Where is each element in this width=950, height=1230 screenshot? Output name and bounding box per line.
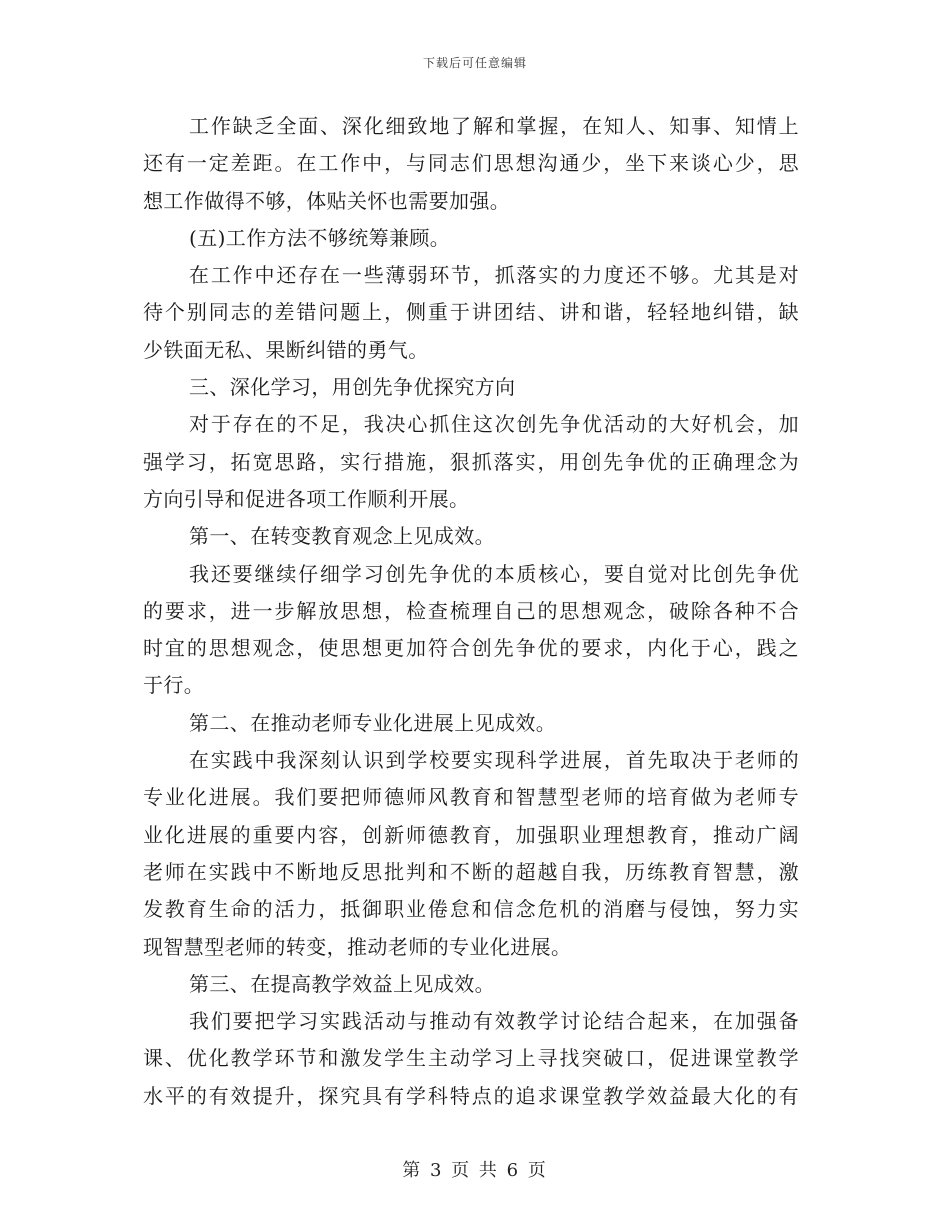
text-line: 我还要继续仔细学习创先争优的本质核心，要自觉对比创先争优 bbox=[189, 561, 799, 586]
text-line: 还有一定差距。在工作中，与同志们思想沟通少，坐下来谈心少，思 bbox=[143, 151, 799, 176]
text-line: 的要求，进一步解放思想，检查梳理自己的思想观念，破除各种不合 bbox=[143, 598, 799, 623]
text-line: 在实践中我深刻认识到学校要实现科学进展，首先取决于老师的 bbox=[189, 748, 799, 773]
text-line: 方向引导和促进各项工作顺利开展。 bbox=[143, 486, 470, 511]
text-line: 时宜的思想观念，使思想更加符合创先争优的要求，内化于心，践之 bbox=[143, 636, 799, 661]
text-line: 在工作中还存在一些薄弱环节，抓落实的力度还不够。尤其是对 bbox=[189, 263, 799, 288]
text-line: 对于存在的不足，我决心抓住这次创先争优活动的大好机会，加 bbox=[189, 412, 799, 437]
text-line: 第三、在提高教学效益上见成效。 bbox=[189, 971, 495, 996]
text-line: 第二、在推动老师专业化进展上见成效。 bbox=[189, 710, 557, 735]
text-line: 于行。 bbox=[143, 673, 205, 698]
text-line: 第一、在转变教育观念上见成效。 bbox=[189, 524, 495, 549]
page-header: 下载后可任意编辑 bbox=[422, 56, 527, 70]
text-line: 老师在实践中不断地反思批判和不断的超越自我，历练教育智慧，激 bbox=[143, 859, 799, 884]
text-line: 业化进展的重要内容，创新师德教育，加强职业理想教育，推动广阔 bbox=[143, 822, 799, 847]
text-line: 强学习，拓宽思路，实行措施，狠抓落实，用创先争优的正确理念为 bbox=[143, 449, 799, 474]
text-line: 想工作做得不够，体贴关怀也需要加强。 bbox=[143, 188, 511, 213]
text-line: 三、深化学习，用创先争优探究方向 bbox=[189, 375, 516, 400]
text-line: 工作缺乏全面、深化细致地了解和掌握，在知人、知事、知情上 bbox=[189, 114, 799, 138]
text-line: 课、优化教学环节和激发学生主动学习上寻找突破口，促进课堂教学 bbox=[143, 1046, 799, 1071]
text-line: 现智慧型老师的转变，推动老师的专业化进展。 bbox=[143, 934, 572, 959]
text-line: (五)工作方法不够统筹兼顾。 bbox=[189, 225, 451, 250]
document-body bbox=[143, 108, 799, 1115]
text-line: 少铁面无私、果断纠错的勇气。 bbox=[143, 337, 429, 362]
text-line: 水平的有效提升，探究具有学科特点的追求课堂教学效益最大化的有 bbox=[143, 1083, 799, 1108]
text-line: 发教育生命的活力，抵御职业倦怠和信念危机的消磨与侵蚀，努力实 bbox=[143, 897, 799, 922]
text-line: 待个别同志的差错问题上，侧重于讲团结、讲和谐，轻轻地纠错，缺 bbox=[143, 300, 799, 325]
text-line: 专业化进展。我们要把师德师风教育和智慧型老师的培育做为老师专 bbox=[143, 785, 799, 810]
page-number-footer: 第 3 页 共 6 页 bbox=[402, 1160, 548, 1181]
text-line: 我们要把学习实践活动与推动有效教学讨论结合起来，在加强备 bbox=[189, 1009, 799, 1034]
